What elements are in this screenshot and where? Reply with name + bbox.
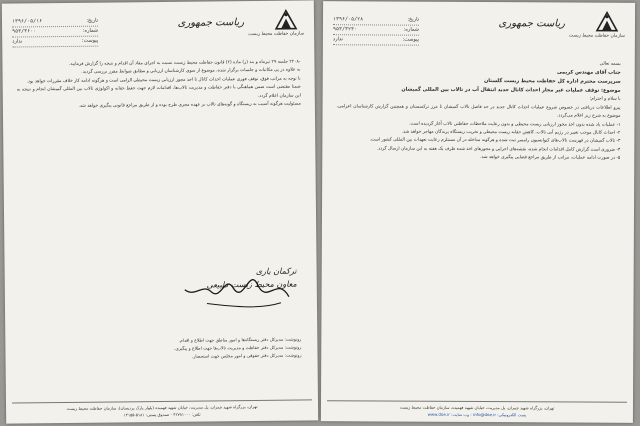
meta-date: تاریخ: ۱۳۹۶/۰۵/۲۸ bbox=[333, 15, 419, 25]
recipient-title: جناب آقای مهندس کریمی bbox=[556, 69, 621, 77]
meta-attachment: پیوست: ندارد bbox=[333, 35, 419, 45]
organization-emblem bbox=[568, 11, 625, 39]
meta-date: تاریخ: ۱۳۹۶/۰۵/۱۶ bbox=[12, 17, 98, 28]
letter-subject: موضوع: توقف عملیات غیر مجاز احداث کانال جدید انتقال آب در تالاب بین المللی گمیشان bbox=[401, 87, 621, 95]
footer-contact: تلفن: ۴۲۷۸۱۰۰۰ - صندوق پستی: ۵۱۸۱-۱۴۱۵۵ bbox=[123, 411, 201, 418]
salutation: با سلام و احترام؛ bbox=[589, 96, 621, 103]
organization-emblem bbox=[248, 8, 305, 38]
footer-address: تهران، بزرگراه شهید چمران، پل مدیریت، خیابان شهید فهمیده (بلوار پارک پردیسان)، سازمان حفاظت محیط زیست bbox=[66, 403, 258, 411]
body-paragraph: ۲- احداث کانال موجب تغییر در رژیم آبی تالاب، کاهش حقابه زیست محیطی و تخریب زیستگاه پرندگان مهاجر خواهد شد. bbox=[401, 129, 621, 136]
body-paragraph: ۵- در صورت ادامه عملیات، مراتب از طریق مراجع قضایی پیگیری خواهد شد. bbox=[480, 155, 621, 161]
body-paragraph: پیرو اطلاعات دریافتی در خصوص شروع عملیات احداث کانال جدید در حد فاصل تالاب گمیشان تا مرز ترکمنستان و همچنین گزارش کارشناسان اعزامی، موضوع به شرح زیر اعلام می‌گردد. bbox=[336, 104, 621, 119]
meta-number: شماره: ۹۵۳/۳۶۰۰ bbox=[12, 27, 98, 38]
cc-line: رونوشت: مدیرکل دفتر زیستگاه‌ها و امور مناطق جهت اطلاع و اقدام. bbox=[178, 337, 302, 344]
organization-name: سازمان حفاظت محیط زیست bbox=[248, 31, 305, 38]
meta-attachment: پیوست: ندارد bbox=[12, 37, 98, 48]
letterhead bbox=[8, 6, 308, 55]
letter-body bbox=[336, 59, 621, 163]
body-paragraph: ۴- ضروری است گزارش کامل اقدامات انجام شده، نقشه‌های اجرایی و مجوزهای اخذ شده ظرف یک هفته به این سازمان ارسال گردد. bbox=[376, 146, 621, 153]
cc-line: رونوشت: مدیرکل دفتر حقوقی و امور مجلس جهت استحضار. bbox=[191, 353, 302, 360]
body-paragraph: -۲۲۰۸ جلسه ۲۹ تیرماه و بند (ز) ماده (۲) قانون حفاظت محیط زیست نسبت به اجرای مفاد آن اقدام و نتیجه را گزارش فرمایید. bbox=[69, 59, 301, 67]
doe-logo-icon bbox=[595, 11, 619, 33]
letter-page-left bbox=[2, 0, 318, 423]
footer-address: تهران، بزرگراه شهید چمران، پل مدیریت، خیابان شهید فهمیده، سازمان حفاظت محیط زیست bbox=[399, 404, 555, 411]
department-title: ریاست جمهوری bbox=[498, 18, 566, 30]
letterhead bbox=[329, 7, 629, 55]
body-paragraph: ۳- تالاب گمیشان در فهرست تالاب‌های کنوانسیون رامسر ثبت شده و هرگونه مداخله در آن مستلزم رعایت تعهدات بین المللی کشور است. bbox=[369, 137, 621, 145]
doe-logo-icon bbox=[274, 9, 298, 31]
signature-block bbox=[167, 267, 297, 290]
body-paragraph: با توجه به مراتب فوق، توقف فوری عملیات احداث کانال تا اخذ مجوز ارزیابی زیست محیطی الزامی است و هرگونه ادامه کار خلاف مقررات خواهد بود. bbox=[26, 76, 301, 85]
letter-footer bbox=[327, 400, 627, 419]
letter-meta bbox=[12, 17, 98, 48]
letter-meta bbox=[333, 15, 419, 45]
body-paragraph: مسئولیت هرگونه آسیب به زیستگاه و گونه‌های تالاب بر عهده مجری طرح بوده و از طریق مراجع قانونی پیگیری خواهد شد. bbox=[78, 101, 301, 109]
recipient-role: سرپرست محترم اداره کل حفاظت محیط زیست گلستان bbox=[484, 78, 621, 86]
carbon-copy-list bbox=[21, 337, 301, 364]
cc-line: رونوشت: مدیرکل دفتر حفاظت و مدیریت تالاب‌ها جهت اطلاع و پیگیری. bbox=[173, 345, 302, 352]
footer-contact: پست الکترونیکی: info@doe.ir - وب سایت: www.doe.ir bbox=[427, 411, 527, 418]
letter-footer bbox=[12, 399, 312, 419]
department-title: ریاست جمهوری bbox=[177, 17, 245, 29]
body-paragraph: ۱- عملیات یاد شده بدون اخذ مجوز ارزیابی زیست محیطی و بدون رعایت ملاحظات حفاظتی تالاب آغاز گردیده است. bbox=[409, 121, 621, 128]
body-paragraph: ضمنا مقتضی است ضمن هماهنگی با دفتر حفاظت و مدیریت تالاب‌ها، اقدامات لازم جهت حفظ حقابه و اکولوژی تالاب بین المللی گمیشان انجام و نتیجه به این سازمان اعلام گردد. bbox=[16, 84, 301, 99]
signer-name: ترکمان یاری bbox=[255, 266, 297, 276]
signer-title: معاون محیط زیست طبیعی bbox=[206, 279, 297, 290]
body-paragraph: به علاوه در پی مکاتبات و جلسات برگزار شده، موضوع از سوی کارشناسان ارزیابی و مطابق ضوابط مقرر بررسی گردید. bbox=[81, 67, 301, 76]
signature-scribble-icon bbox=[177, 267, 297, 314]
meta-number: شماره: ۹۵۳/۳۲۳۰ bbox=[333, 25, 419, 35]
organization-name: سازمان حفاظت محیط زیست bbox=[568, 33, 625, 39]
basmala: بسمه تعالی bbox=[599, 61, 621, 67]
letter-body bbox=[16, 59, 301, 112]
letter-page-right bbox=[321, 1, 635, 423]
